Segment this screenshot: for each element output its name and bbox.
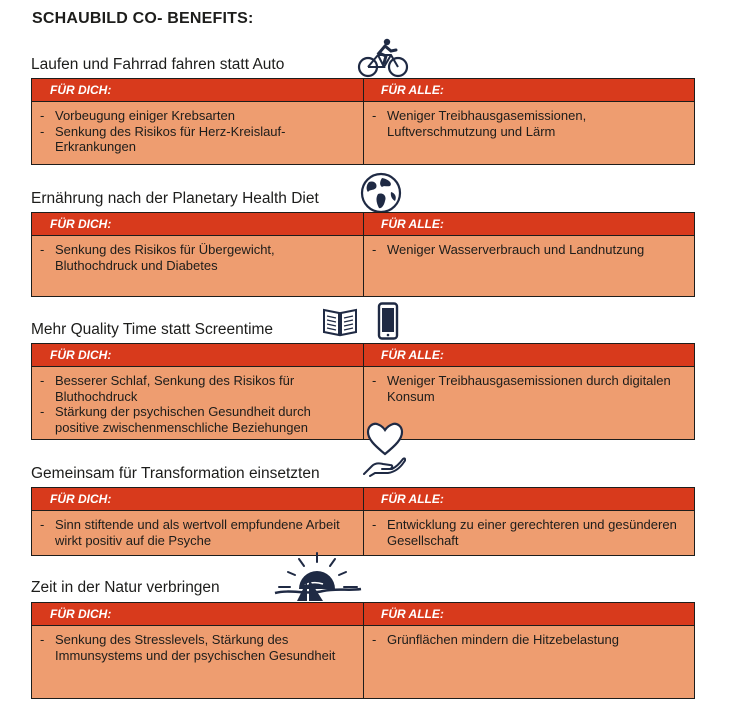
list-item: - Besserer Schlaf, Senkung des Risikos für Bluthochdruck (40, 373, 295, 404)
benefits-personal (32, 102, 364, 164)
benefits-society (364, 367, 694, 439)
list-item: - Senkung des Risikos für Übergewicht, Bluthochdruck und Diabetes (40, 242, 275, 273)
list-item: - Vorbeugung einiger Krebsarten (40, 108, 235, 123)
benefit-table (31, 212, 695, 297)
section-title: Ernährung nach der Planetary Health Diet (31, 190, 319, 207)
list-item: - Entwicklung zu einer gerechteren und gesünderen Gesellschaft (372, 517, 677, 548)
benefits-personal (32, 626, 364, 698)
benefit-table (31, 487, 695, 556)
heart-in-hand-icon (360, 418, 406, 483)
benefits-personal (32, 236, 364, 296)
benefit-section-transformation (31, 462, 696, 562)
list-item: - Sinn stiftende und als wertvoll empfundene Arbeit wirkt positiv auf die Psyche (40, 517, 340, 548)
bicycle-icon (357, 38, 409, 83)
section-title: Laufen und Fahrrad fahren statt Auto (31, 56, 285, 73)
list-item: - Grünflächen mindern die Hitzebelastung (372, 632, 619, 647)
header-fuer-alle: FÜR ALLE: (381, 492, 444, 506)
list-item: - Weniger Treibhausgasemissionen durch digitalen Konsum (372, 373, 671, 404)
benefits-society (364, 626, 694, 698)
list-item: - Weniger Wasserverbrauch und Landnutzung (372, 242, 645, 257)
benefits-society (364, 102, 694, 164)
section-title: Gemeinsam für Transformation einsetzten (31, 465, 320, 482)
list-item: - Senkung des Risikos für Herz-Kreislauf-Erkrankungen (40, 123, 286, 154)
benefit-section-diet (31, 185, 696, 297)
benefits-personal (32, 367, 364, 439)
header-fuer-alle: FÜR ALLE: (381, 83, 444, 97)
smartphone-icon (377, 302, 399, 345)
header-fuer-dich: FÜR DICH: (32, 603, 364, 625)
header-fuer-dich: FÜR DICH: (32, 213, 364, 235)
section-title: Zeit in der Natur verbringen (31, 579, 220, 596)
list-item: - Senkung des Stresslevels, Stärkung des Immunsystems und der psychischen Gesundheit (40, 632, 336, 663)
benefit-table (31, 78, 695, 165)
benefits-society (364, 236, 694, 296)
page-title: SCHAUBILD CO- BENEFITS: (32, 10, 254, 27)
header-fuer-alle: FÜR ALLE: (381, 217, 444, 231)
header-fuer-alle: FÜR ALLE: (381, 607, 444, 621)
section-title: Mehr Quality Time statt Screentime (31, 321, 274, 338)
benefit-table (31, 602, 695, 699)
benefit-section-nature (31, 577, 696, 702)
benefits-society (364, 511, 694, 555)
benefit-section-cycling (31, 50, 696, 165)
list-item: - Stärkung der psychischen Gesundheit durch positive zwischenmenschliche Beziehungen (40, 404, 311, 435)
header-fuer-dich: FÜR DICH: (32, 488, 364, 510)
book-icon (321, 304, 359, 343)
list-item: - Weniger Treibhausgasemissionen, Luftverschmutzung und Lärm (372, 108, 587, 139)
header-fuer-alle: FÜR ALLE: (381, 348, 444, 362)
header-fuer-dich: FÜR DICH: (32, 79, 364, 101)
header-fuer-dich: FÜR DICH: (32, 344, 364, 366)
